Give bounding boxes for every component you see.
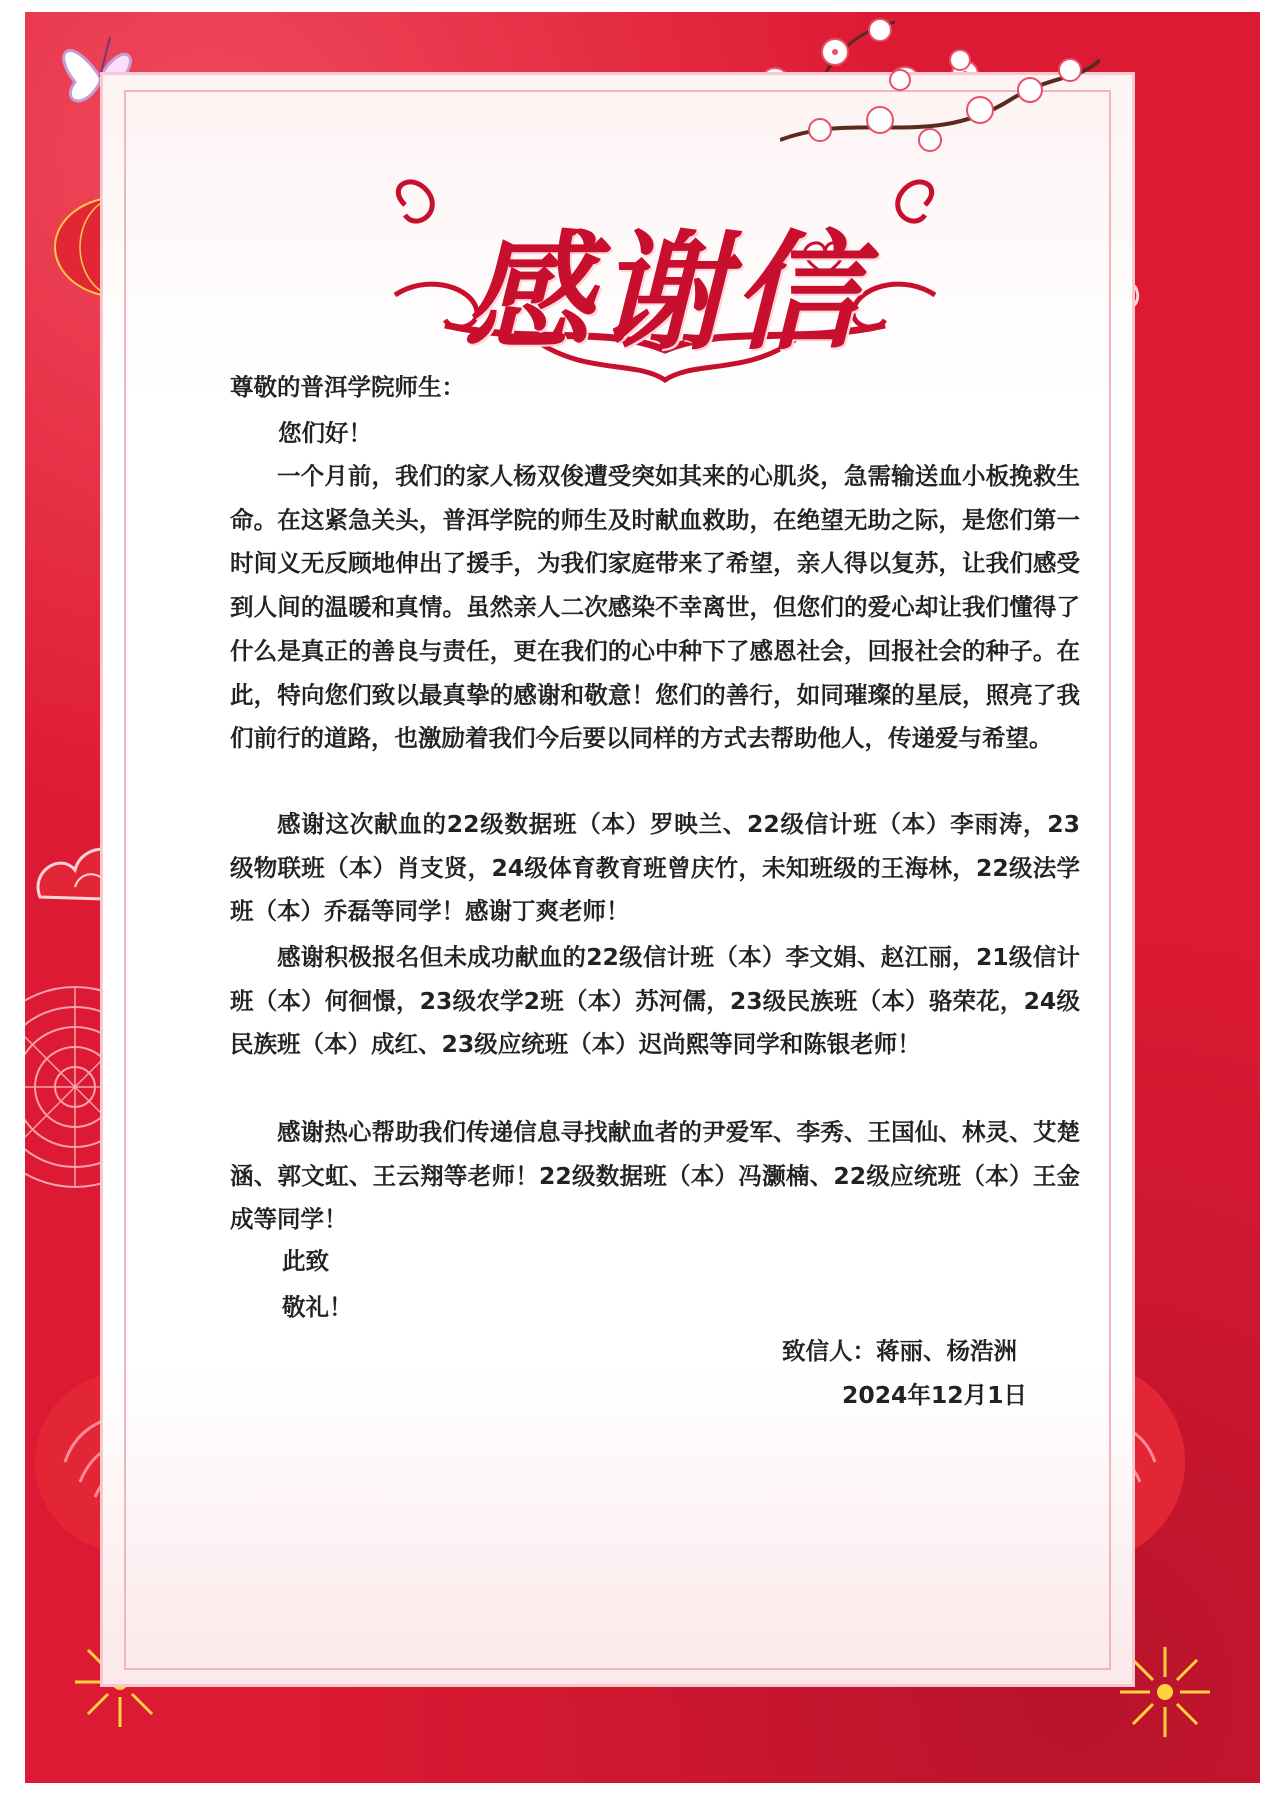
closing-line: 此致 (282, 1247, 329, 1275)
plum-blossom-icon (780, 20, 1100, 180)
greeting: 您们好！ (278, 419, 372, 447)
letter-date: 2024年12月1日 (842, 1381, 1027, 1409)
paragraph: 感谢热心帮助我们传递信息寻找献血者的尹爱军、李秀、王国仙、林灵、艾楚涵、郭文虹、王云翔等老师！22级数据班（本）冯灏楠、22级应统班（本）王金成等同学！ (230, 1118, 1080, 1234)
paragraph: 感谢积极报名但未成功献血的22级信计班（本）李文娟、赵江丽，21级信计班（本）何徊憬，23级农学2班（本）苏河儒，23级民族班（本）骆荣花，24级民族班（本）成红、23级应统班（本）迟尚熙等同学和陈银老师！ (230, 943, 1080, 1059)
signature: 致信人：蒋丽、杨浩洲 (782, 1337, 1017, 1365)
letter-title: 感谢信 (463, 218, 866, 368)
paragraph: 感谢这次献血的22级数据班（本）罗映兰、22级信计班（本）李雨涛，23级物联班（本）肖支贤，24级体育教育班曾庆竹，未知班级的王海林，22级法学班（本）乔磊等同学！感谢丁爽老师！ (230, 810, 1080, 926)
title-banner (385, 175, 945, 395)
closing-salute: 敬礼！ (282, 1293, 353, 1321)
paragraph: 一个月前，我们的家人杨双俊遭受突如其来的心肌炎，急需输送血小板挽救生命。在这紧急关头，普洱学院的师生及时献血救助，在绝望无助之际，是您们第一时间义无反顾地伸出了援手，为我们家庭带来了希望，亲人得以复苏，让我们感受到人间的温暖和真情。虽然亲人二次感染不幸离世，但您们的爱心却让我们懂得了什么是真正的善良与责任，更在我们的心中种下了感恩社会，回报社会的种子。在此，特向您们致以最真挚的感谢和敬意！您们的善行，如同璀璨的星辰，照亮了我们前行的道路，也激励着我们今后要以同样的方式去帮助他人，传递爱与希望。 (230, 462, 1080, 753)
salutation: 尊敬的普洱学院师生： (230, 373, 465, 401)
